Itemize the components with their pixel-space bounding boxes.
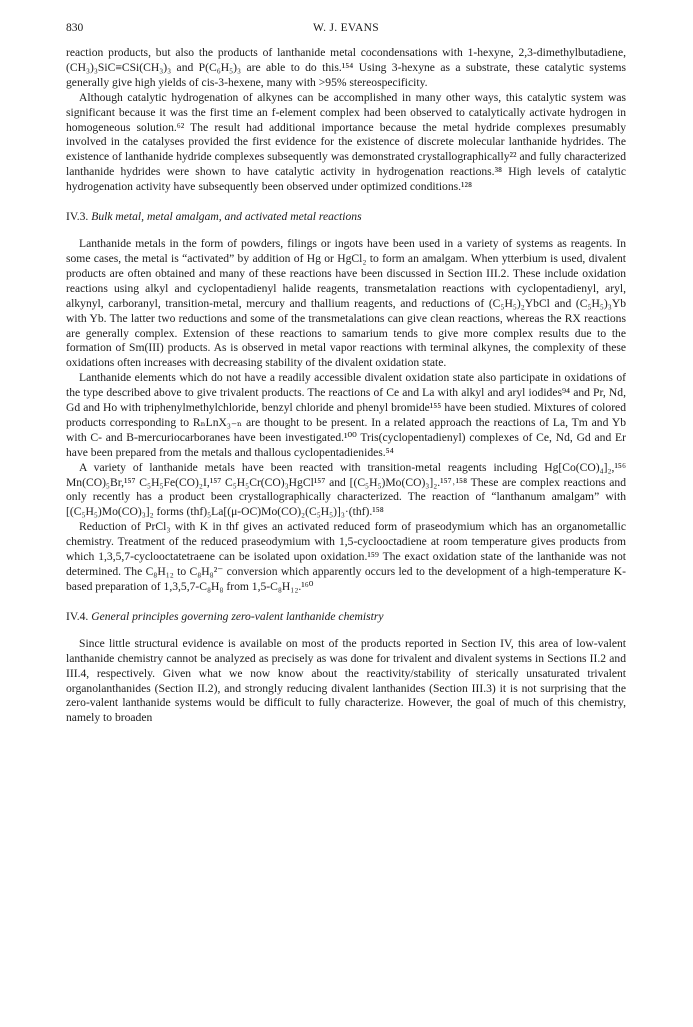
section-title: General principles governing zero-valent lanthanide chemistry [91, 609, 384, 623]
section-number: IV.4. [66, 609, 89, 623]
section-number: IV.3. [66, 210, 89, 224]
paragraph: Lanthanide metals in the form of powders, filings or ingots have been used in a variety of systems as reagents. In some cases, the metal is “activated” by addition of Hg or HgCl₂ to form an amalgam. When ytterbium is used, divalent products are often obtained and many of these reactions have been discussed in Section III.2. These include oxidation reactions using alkyl and cyclopentadienyl halide reagents, transmetalation reactions with cyclopentadienyl, aryl, alkynyl, carboranyl, transition-metal, mercury and thallium reagents, and reductions of (C₅H₅)₂YbCl and (C₅H₅)₃Yb with Yb. The latter two reductions and some of the transmetalations can give clean reactions, whereas the RX reactions are generally complex. Extension of these reactions to samarium tends to give more complex results due to the formation of Sm(III) products. As is observed in metal vapor reactions with terminal alkynes, the complexity of these oxidations often increases with decreasing stability of the divalent oxidation state. [66, 237, 626, 370]
section-title: Bulk metal, metal amalgam, and activated metal reactions [91, 210, 362, 224]
journal-page [66, 22, 626, 726]
section-heading [66, 610, 626, 624]
page-number: 830 [66, 22, 84, 34]
running-title: W. J. EVANS [313, 22, 379, 34]
paragraph: Reduction of PrCl₃ with K in thf gives an activated reduced form of praseodymium which has an organometallic chemistry. Treatment of the reduced praseodymium with 1,5-cyclooctadiene at room temperature gives products from which 1,3,5,7-cyclooctatetraene can be isolated upon oxidation.¹⁵⁹ The exact oxidation state of the lanthanide was not determined. The C₈H₁₂ to C₈H₈²⁻ conversion which apparently occurs led to the development of a high-temperature K-based preparation of 1,3,5,7-C₈H₈ from 1,5-C₈H₁₂.¹⁶⁰ [66, 520, 626, 593]
paragraph: reaction products, but also the products of lanthanide metal cocondensations with 1-hexyne, 2,3-dimethylbutadiene, (CH₃)₃SiC≡CSi(CH₃)₃ and P(C₆H₅)₃ are able to do this.¹⁵⁴ Using 3-hexyne as a substrate, these catalytic systems generally give high yields of cis-3-hexene, many with >95% stereospecificity. [66, 46, 626, 89]
page-header [66, 22, 626, 40]
paragraph: Lanthanide elements which do not have a readily accessible divalent oxidation state also participate in oxidations of the type described above to give trivalent products. The reactions of Ce and La with alkyl and aryl iodides⁹⁴ and Pr, Nd, Gd and Ho with triphenylmethylchloride, benzyl chloride and phenyl bromide¹⁵⁵ have been studied. Mixtures of colored products corresponding to RₙLnX₃₋ₙ are thought to be present. In a related approach the reactions of La, Tm and Yb with C- and B-mercuriocarboranes have been investigated.¹⁰⁰ Tris(cyclopentadienyl) complexes of Ce, Nd, Gd and Er have been prepared from the metals and thallous cyclopentadienides.⁵⁴ [66, 371, 626, 459]
paragraph: Although catalytic hydrogenation of alkynes can be accomplished in many other ways, this catalytic system was significant because it was the first time an f-element complex had been observed to catalytically activate hydrogen in homogeneous solution.⁶² The result had additional importance because the metal hydride complexes presumably involved in the catalyses provided the first evidence for the existence of discrete molecular lanthanide hydrides. The existence of lanthanide hydride complexes subsequently was demonstrated crystallographically²² and fully characterized lanthanide hydrides were shown to have catalytic activity in hydrogenation reactions.³⁸ High levels of catalytic hydrogenation activity have subsequently been observed under optimized conditions.¹²⁸ [66, 90, 626, 194]
paragraph: Since little structural evidence is available on most of the products reported in Section IV, this area of low-valent lanthanide chemistry cannot be analyzed as precisely as was done for trivalent and divalent systems in Sections II.2 and III.4, respectively. Given what we now know about the reactivity/stability of sterically unsaturated trivalent organolanthanides (Section II.2), and strongly reducing divalent lanthanides (Section III.3) it is not surprising that the zero-valent lanthanide systems would be difficult to fully characterize. However, the goal of much of this chemistry, namely to broaden [66, 636, 626, 725]
section-heading [66, 210, 626, 224]
paragraph: A variety of lanthanide metals have been reacted with transition-metal reagents including Hg[Co(CO)₄]₂,¹⁵⁶ Mn(CO)₅Br,¹⁵⁷ C₅H₅Fe(CO)₂I,¹⁵⁷ C₅H₅Cr(CO)₃HgCl¹⁵⁷ and [(C₅H₅)Mo(CO)₃]₂.¹⁵⁷˒¹⁵⁸ These are complex reactions and only recently has a product been crystallographically characterized. The reaction of “lanthanum amalgam” with [(C₅H₅)Mo(CO)₃]₂ forms (thf)₅La[(μ-OC)Mo(CO)₂(C₅H₅)]₃·(thf).¹⁵⁸ [66, 460, 626, 519]
